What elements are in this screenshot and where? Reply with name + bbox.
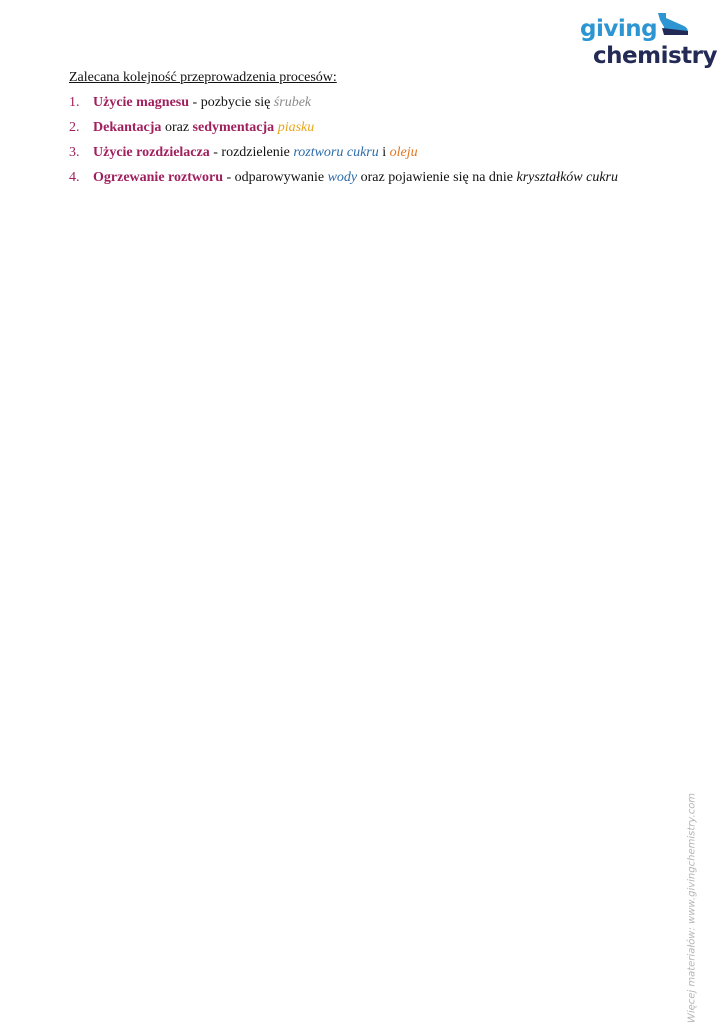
step-text: - pozbycie się xyxy=(189,95,274,110)
step-text: oraz xyxy=(161,120,193,135)
flask-icon xyxy=(654,10,690,36)
step-substance: roztworu cukru xyxy=(293,145,379,160)
step-substance: kryształków cukru xyxy=(516,170,618,185)
list-item xyxy=(69,144,618,162)
step-keyword: Użycie magnesu xyxy=(93,95,190,110)
step-text: - odparowywanie xyxy=(222,170,328,185)
logo-text-giving: giving xyxy=(580,16,658,42)
logo-text-chemistry: chemistry xyxy=(593,43,717,69)
step-substance: śrubek xyxy=(273,95,312,110)
step-text: oraz pojawienie się na dnie xyxy=(357,170,517,185)
step-number: 2. xyxy=(69,120,80,135)
step-keyword: Ogrzewanie roztworu xyxy=(93,170,223,185)
list-item xyxy=(69,169,618,187)
step-text: i xyxy=(378,145,390,160)
step-keyword: sedymentacja xyxy=(192,120,275,135)
step-number: 1. xyxy=(69,95,80,110)
list-item xyxy=(69,94,618,112)
step-keyword: Dekantacja xyxy=(93,120,162,135)
footer-note: Więcej materiałów: www.givingchemistry.com xyxy=(686,792,698,1023)
step-text: - rozdzielenie xyxy=(209,145,294,160)
step-keyword: Użycie rozdzielacza xyxy=(93,145,210,160)
step-number: 3. xyxy=(69,145,80,160)
step-substance: wody xyxy=(327,170,358,185)
step-substance: oleju xyxy=(389,145,418,160)
list-item xyxy=(69,119,618,137)
step-substance: piasku xyxy=(277,120,315,135)
list-heading: Zalecana kolejność przeprowadzenia procesów: xyxy=(69,70,337,85)
process-steps-list xyxy=(69,94,618,187)
document-body xyxy=(69,69,618,187)
footer-note-container xyxy=(683,792,701,1023)
logo xyxy=(578,10,716,74)
step-number: 4. xyxy=(69,170,80,185)
